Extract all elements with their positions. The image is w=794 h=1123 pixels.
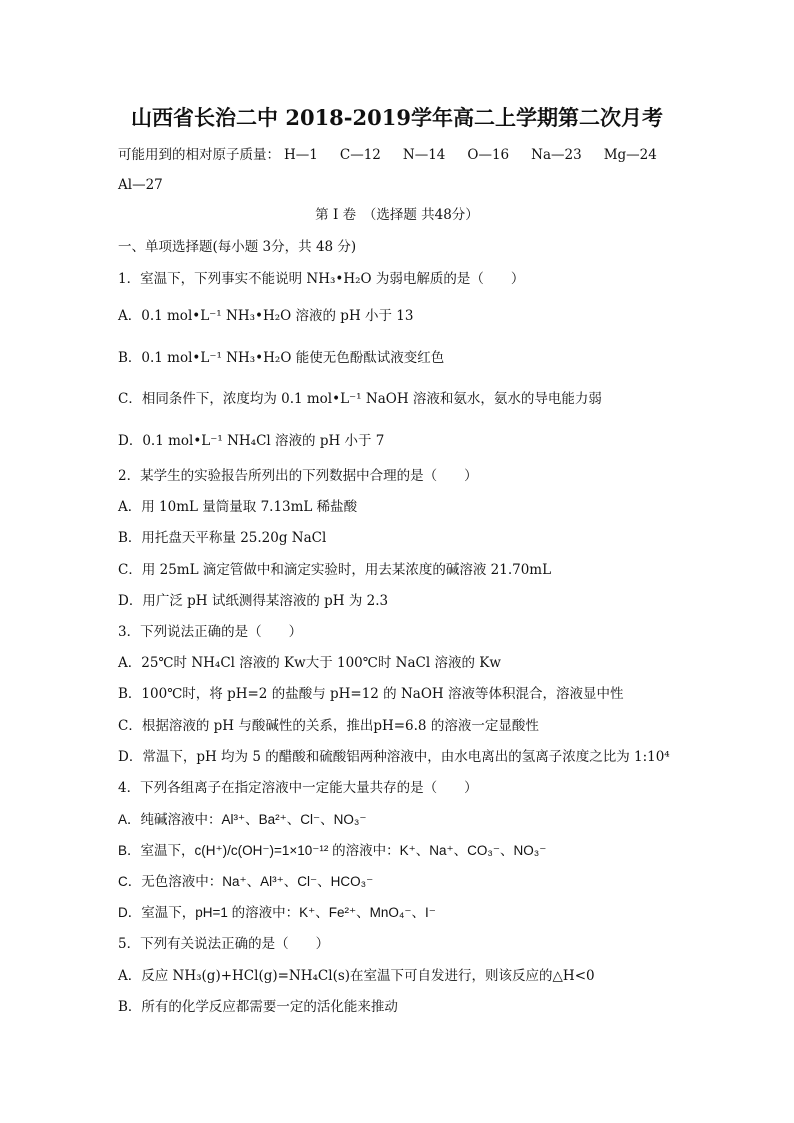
q1-option-c: C．相同条件下，浓度均为 0.1 mol•L⁻¹ NaOH 溶液和氨水，氨水的导电能力弱	[118, 391, 602, 407]
q2-option-c: C．用 25mL 滴定管做中和滴定实验时，用去某浓度的碱溶液 21.70mL	[118, 562, 552, 578]
mass-al: Al—27	[118, 177, 163, 193]
part-title: 一、单项选择题(每小题 3分，共 48 分)	[118, 239, 357, 255]
q1-option-d: D．0.1 mol•L⁻¹ NH₄Cl 溶液的 pH 小于 7	[118, 433, 385, 449]
mass-n: N—14	[402, 147, 446, 163]
q2-stem: 2．某学生的实验报告所列出的下列数据中合理的是（ ）	[118, 468, 478, 484]
q4-option-c: C．无色溶液中：Na⁺、Al³⁺、Cl⁻、HCO₃⁻	[118, 874, 374, 889]
atomic-mass-label: 可能用到的相对原子质量：	[118, 147, 280, 163]
q1-stem: 1．室温下，下列事实不能说明 NH₃•H₂O 为弱电解质的是（ ）	[118, 271, 525, 287]
q2-option-a: A．用 10mL 量筒量取 7.13mL 稀盐酸	[118, 499, 358, 515]
q5-option-b: B．所有的化学反应都需要一定的活化能来推动	[118, 999, 398, 1015]
atomic-mass-line	[118, 146, 679, 164]
section-title: 第 I 卷 （选择题 共48分）	[315, 207, 479, 223]
mass-c: C—12	[339, 147, 381, 163]
q3-option-c: C．根据溶液的 pH 与酸碱性的关系，推出pH=6.8 的溶液一定显酸性	[118, 718, 539, 734]
mass-h: H—1	[284, 147, 318, 163]
q1-option-a: A．0.1 mol•L⁻¹ NH₃•H₂O 溶液的 pH 小于 13	[118, 308, 414, 324]
mass-mg: Mg—24	[603, 147, 657, 163]
q5-option-a: A．反应 NH₃(g)+HCl(g)=NH₄Cl(s)在室温下可自发进行，则该反应的△H<0	[118, 968, 595, 984]
mass-na: Na—23	[531, 147, 582, 163]
q1-option-b: B．0.1 mol•L⁻¹ NH₃•H₂O 能使无色酚酞试液变红色	[118, 350, 445, 366]
q4-option-a: A．纯碱溶液中：Al³⁺、Ba²⁺、Cl⁻、NO₃⁻	[118, 812, 367, 827]
q3-option-d: D．常温下，pH 均为 5 的醋酸和硫酸铝两种溶液中，由水电离出的氢离子浓度之比为 1:10⁴	[118, 749, 670, 765]
exam-title: 山西省长治二中 2018-2019学年高二上学期第二次月考	[131, 105, 663, 130]
q4-option-d: D．室温下，pH=1 的溶液中：K⁺、Fe²⁺、MnO₄⁻、I⁻	[118, 905, 436, 920]
q3-stem: 3．下列说法正确的是（ ）	[118, 624, 303, 640]
q3-option-b: B．100℃时，将 pH=2 的盐酸与 pH=12 的 NaOH 溶液等体积混合，溶液显中性	[118, 686, 624, 702]
q4-stem: 4．下列各组离子在指定溶液中一定能大量共存的是（ ）	[118, 780, 478, 796]
q5-stem: 5．下列有关说法正确的是（ ）	[118, 936, 330, 952]
q3-option-a: A．25℃时 NH₄Cl 溶液的 Kw大于 100℃时 NaCl 溶液的 Kw	[118, 655, 501, 671]
q2-option-b: B．用托盘天平称量 25.20g NaCl	[118, 530, 327, 546]
q4-option-b: B．室温下，c(H⁺)/c(OH⁻)=1×10⁻¹² 的溶液中：K⁺、Na⁺、CO₃⁻、NO₃⁻	[118, 843, 547, 858]
q2-option-d: D．用广泛 pH 试纸测得某溶液的 pH 为 2.3	[118, 593, 389, 609]
mass-o: O—16	[467, 147, 510, 163]
